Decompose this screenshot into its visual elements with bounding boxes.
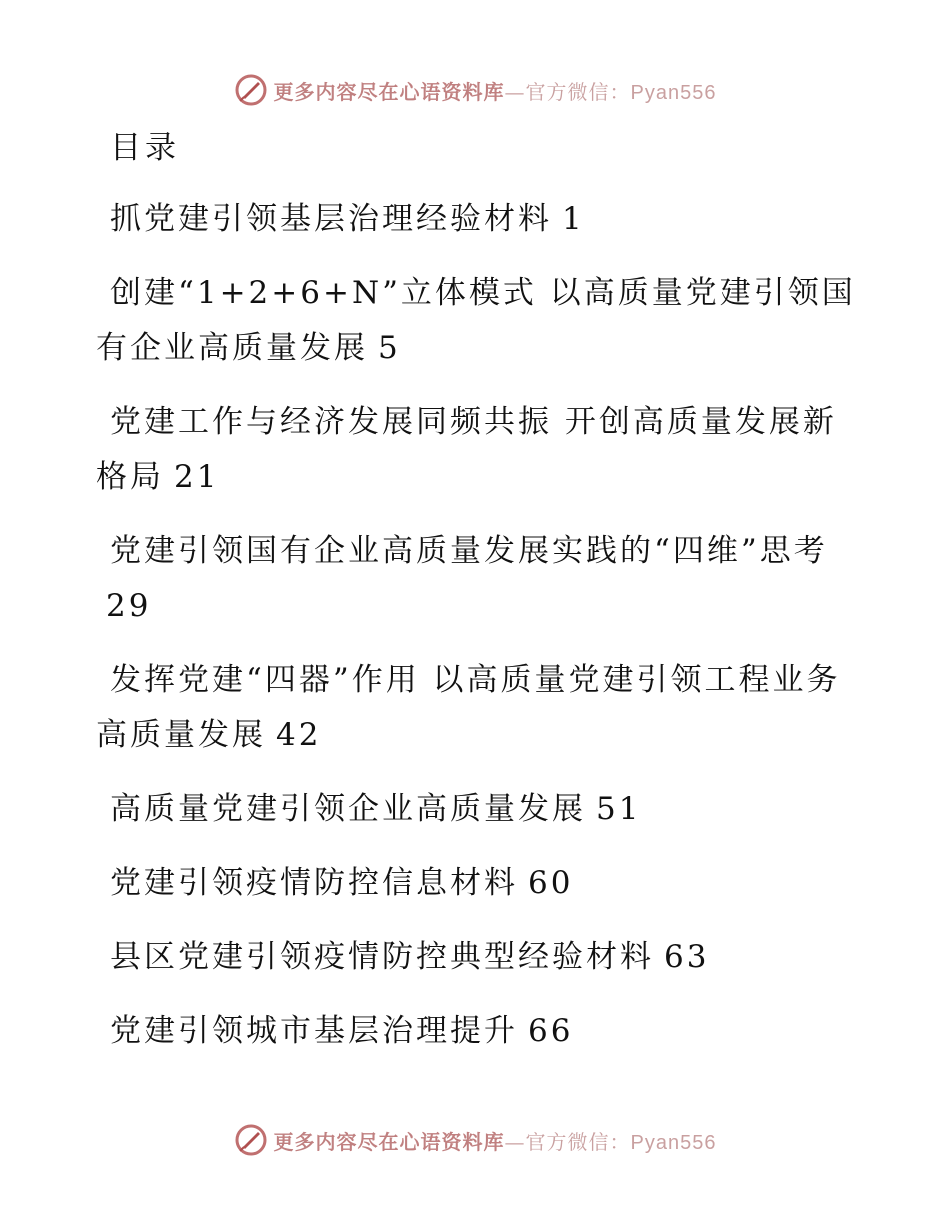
toc-item[interactable]	[96, 266, 856, 376]
toc-list	[96, 192, 856, 1059]
toc-item-page: 42	[276, 717, 322, 753]
toc-item-title: 党建工作与经济发展同频共振 开创高质量发展新格局	[96, 404, 837, 495]
quill-logo-icon	[234, 1123, 268, 1157]
quill-logo-icon	[234, 73, 268, 107]
watermark-brand: 更多内容尽在心语资料库	[273, 79, 505, 104]
watermark-text	[274, 1126, 717, 1155]
toc-item-page: 60	[528, 865, 574, 901]
toc-item[interactable]	[96, 930, 856, 985]
toc-item[interactable]	[96, 524, 856, 634]
watermark-wechat-id: Pyan556	[630, 1131, 717, 1154]
toc-item-page: 63	[664, 939, 710, 975]
toc-item-title: 党建引领城市基层治理提升	[110, 1013, 518, 1049]
toc-item-page: 29	[106, 588, 152, 624]
toc-item[interactable]	[96, 192, 856, 247]
toc-item-page: 5	[378, 330, 401, 366]
watermark-wechat-id: Pyan556	[630, 81, 717, 104]
toc-item[interactable]	[96, 782, 856, 837]
toc-item-title: 党建引领国有企业高质量发展实践的“四维”思考	[110, 533, 828, 569]
toc-item-title: 党建引领疫情防控信息材料	[110, 865, 518, 901]
toc-item-page: 1	[562, 201, 585, 237]
toc-item-page: 21	[174, 459, 220, 495]
watermark-official: 官方微信：	[525, 1129, 631, 1154]
toc-item-title: 抓党建引领基层治理经验材料	[110, 201, 552, 237]
toc-item-page: 66	[528, 1013, 574, 1049]
toc-heading: 目录	[110, 130, 180, 166]
toc-item-title: 发挥党建“四器”作用 以高质量党建引领工程业务高质量发展	[96, 662, 841, 753]
toc-item-title: 县区党建引领疫情防控典型经验材料	[110, 939, 654, 975]
watermark-separator: —	[504, 79, 526, 104]
toc-item[interactable]	[96, 395, 856, 505]
watermark-separator: —	[504, 1129, 526, 1154]
watermark-brand: 更多内容尽在心语资料库	[273, 1129, 505, 1154]
toc-item-title: 高质量党建引领企业高质量发展	[110, 791, 586, 827]
header-watermark	[0, 70, 950, 110]
toc-item[interactable]	[96, 856, 856, 911]
toc-item-page: 51	[596, 791, 642, 827]
toc-item[interactable]	[96, 1004, 856, 1059]
footer-watermark	[0, 1120, 950, 1160]
toc-item-title: 创建“1+2+6+N”立体模式 以高质量党建引领国有企业高质量发展	[96, 275, 856, 366]
watermark-official: 官方微信：	[525, 79, 631, 104]
watermark-text	[274, 76, 717, 105]
toc-item[interactable]	[96, 653, 856, 763]
toc-content	[96, 118, 856, 1059]
